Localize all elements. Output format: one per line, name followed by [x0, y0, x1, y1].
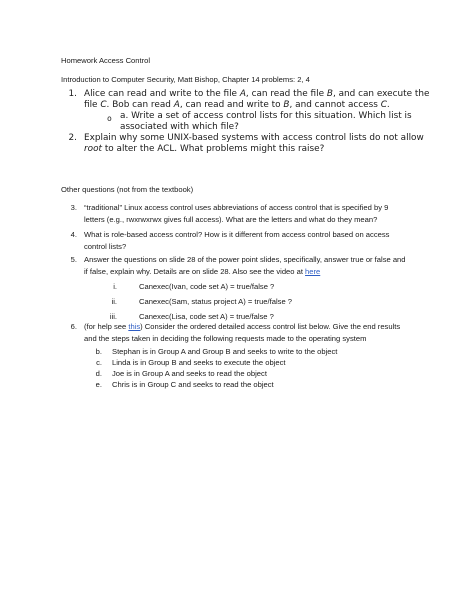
subquestion-text: Canexec(Sam, status project A) = true/false ? — [139, 297, 293, 306]
question-number: 5. — [70, 255, 77, 264]
problem-line: Explain why some UNIX-based systems with access control lists do not allow — [84, 133, 424, 143]
question-line: (for help see this) Consider the ordered detailed access control list below. Give the end results — [84, 322, 401, 331]
question-line: letters (e.g., rwxrwxrwx gives full access). What are the letters and what do they mean? — [84, 215, 378, 224]
hollow-bullet-icon: o — [107, 114, 112, 123]
subquestion-number: i. — [113, 282, 117, 291]
subproblem-line: associated with which file? — [120, 122, 239, 132]
this-link[interactable]: this — [128, 322, 141, 331]
subquestion-number: d. — [95, 369, 102, 378]
subproblem-line: a. Write a set of access control lists for this situation. Which list is — [120, 111, 412, 121]
intro-line: Introduction to Computer Security, Matt Bishop, Chapter 14 problems: 2, 4 — [61, 75, 310, 84]
question-number: 4. — [70, 230, 77, 239]
question-number: 3. — [70, 203, 77, 212]
question-line: What is role-based access control? How is it different from access control based on access — [84, 230, 390, 239]
subquestion-number: e. — [95, 380, 102, 389]
document-title: Homework Access Control — [61, 56, 151, 65]
question-line: “traditional” Linux access control uses abbreviations of access control that is specified by 9 — [84, 203, 389, 212]
problem-number: 2. — [68, 133, 77, 143]
problem-line: file C. Bob can read A, can read and write to B, and cannot access C. — [84, 100, 390, 110]
subquestion-number: iii. — [109, 312, 117, 321]
question-line: Answer the questions on slide 28 of the power point slides, specifically, answer true or false and — [84, 255, 406, 264]
section-heading: Other questions (not from the textbook) — [61, 185, 194, 194]
subquestion-number: ii. — [111, 297, 117, 306]
subquestion-number: c. — [96, 358, 102, 367]
subquestion-text: Stephan is in Group A and Group B and seeks to write to the object — [112, 347, 338, 356]
question-number: 6. — [70, 322, 77, 331]
subquestion-text: Chris is in Group C and seeks to read the object — [112, 380, 274, 389]
subquestion-text: Canexec(Ivan, code set A) = true/false ? — [139, 282, 275, 291]
question-line: and the steps taken in deciding the following requests made to the operating system — [84, 334, 367, 343]
subquestion-text: Joe is in Group A and seeks to read the object — [112, 369, 267, 378]
problem-line: root to alter the ACL. What problems might this raise? — [84, 144, 325, 154]
problem-line: Alice can read and write to the file A, can read the file B, and can execute the — [84, 89, 430, 99]
subquestion-text: Linda is in Group B and seeks to execute the object — [112, 358, 286, 367]
subquestion-text: Canexec(Lisa, code set A) = true/false ? — [139, 312, 274, 321]
here-link[interactable]: here — [305, 267, 321, 276]
subquestion-number: b. — [95, 347, 102, 356]
problem-number: 1. — [68, 89, 77, 99]
question-line: if false, explain why. Details are on slide 28. Also see the video at here — [84, 267, 321, 276]
question-line: control lists? — [84, 242, 127, 251]
